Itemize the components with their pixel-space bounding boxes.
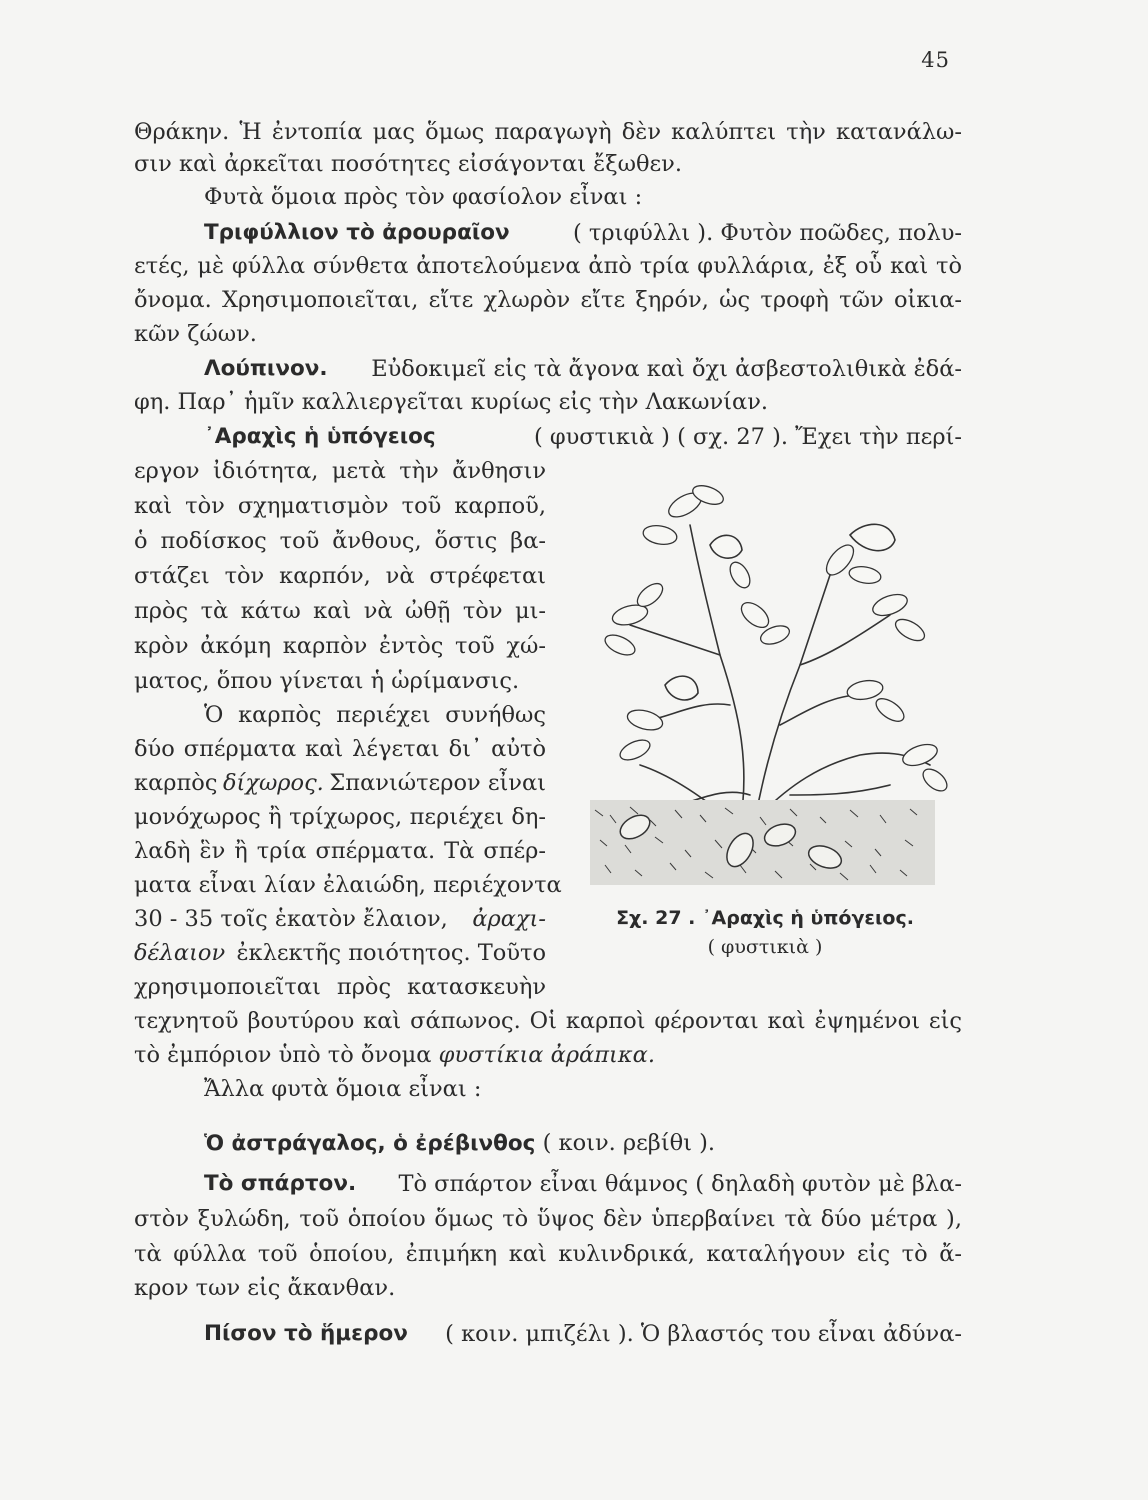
text-line: κρον των εἰς ἄκανθαν. [134, 1275, 396, 1301]
text-span: Σπανιώτερον εἶναι [329, 770, 546, 796]
text-line [134, 1039, 655, 1071]
heading-line [204, 1168, 962, 1200]
text-line: καὶ τὸν σχηματισμὸν τοῦ καρποῦ, [134, 493, 546, 519]
text-line: ὁ ποδίσκος τοῦ ἄνθους, ὅστις βα- [134, 528, 546, 554]
heading-line [204, 421, 962, 453]
text-span: ( φυστικιὰ ) ( σχ. 27 ). Ἔχει τὴν περί- [533, 424, 962, 450]
text-line: ετές, μὲ φύλλα σύνθετα ἀποτελούμενα ἀπὸ τρία φυλλάρια, ἐξ οὗ καὶ τὸ [134, 253, 962, 279]
caption-title-text: Σχ. 27 . ᾿Αραχὶς ἡ ὑπόγειος. [616, 907, 914, 929]
text-line: τὰ φύλλα τοῦ ὁποίου, ἐπιμήκη καὶ κυλινδρικά, καταλήγουν εἰς τὸ ἄ- [134, 1241, 962, 1267]
text-line: πρὸς τὰ κάτω καὶ νὰ ὠθῇ τὸν μι- [134, 598, 546, 624]
term-dichoros: δίχωρος. [222, 770, 324, 796]
text-line: ὄνομα. Χρησιμοποιεῖται, εἴτε χλωρὸν εἴτε ξηρόν, ὡς τροφὴ τῶν οἰκια- [134, 287, 962, 313]
plant-name-pison: Πίσον τὸ ἥμερον [204, 1321, 408, 1346]
term-fystikia-arapika: φυστίκια ἀράπικα. [438, 1042, 655, 1068]
figure-caption-title [575, 907, 955, 929]
term-arachidelaion-end: δέλαιον [134, 940, 226, 966]
text-line: στὸν ξυλώδη, τοῦ ὁποίου ὅμως τὸ ὕψος δὲν ὑπερβαίνει τὰ δύο μέτρα ), [134, 1206, 962, 1232]
text-line: Φυτὰ ὅμοια πρὸς τὸν φασίολον εἶναι : [204, 184, 643, 210]
text-line: δύο σπέρματα καὶ λέγεται δι᾽ αὐτὸ [134, 736, 546, 762]
plant-name-arachis: ᾿Αραχὶς ἡ ὑπόγειος [204, 424, 436, 449]
heading-line [204, 353, 962, 385]
text-span: ( κοιν. μπιζέλι ). Ὁ βλαστός του εἶναι ἀδύνα- [445, 1321, 962, 1347]
term-arachidelaion: ἀραχι- [472, 906, 546, 932]
text-line [134, 767, 546, 799]
page-number: 45 [921, 48, 950, 72]
text-line: κῶν ζώων. [134, 321, 257, 347]
text-line: εργον ἰδιότητα, μετὰ τὴν ἄνθησιν [134, 458, 546, 484]
heading-line [204, 1318, 962, 1350]
text-line: τεχνητοῦ βουτύρου καὶ σάπωνος. Οἱ καρποὶ φέρονται καὶ ἐψημένοι εἰς [134, 1008, 962, 1034]
plant-name-loupinon: Λούπινον. [204, 356, 328, 381]
plant-name-astragalos: Ὁ ἀστράγαλος, ὁ ἐρέβινθος [204, 1131, 536, 1156]
plant-name-trifyllion: Τριφύλλιον τὸ ἀρουραῖον [204, 220, 510, 245]
text-span: τὸ ἐμπόριον ὑπὸ τὸ ὄνομα [134, 1042, 432, 1068]
text-span: ( κοιν. ρεβίθι ). [542, 1130, 716, 1156]
text-line: ματα εἶναι λίαν ἐλαιώδη, περιέχοντα [134, 872, 562, 898]
heading-line [204, 217, 962, 249]
heading-line [204, 1127, 715, 1160]
text-line: λαδὴ ἓν ἢ τρία σπέρματα. Τὰ σπέρ- [134, 838, 546, 864]
figure-caption-subtitle: ( φυστικιὰ ) [707, 936, 823, 958]
text-span: καρπὸς [134, 770, 218, 796]
text-line: χρησιμοποιεῖται πρὸς κατασκευὴν [134, 974, 546, 1000]
text-span: ( τριφύλλι ). Φυτὸν ποῶδες, πολυ- [572, 220, 962, 246]
text-line: μονόχωρος ἢ τρίχωρος, περιέχει δη- [134, 804, 546, 830]
text-line: Ὁ καρπὸς περιέχει συνήθως [204, 702, 546, 728]
text-span: Εὐδοκιμεῖ εἰς τὰ ἄγονα καὶ ὄχι ἀσβεστολιθικὰ ἐδά- [371, 356, 962, 382]
text-line: ματος, ὅπου γίνεται ἡ ὡρίμανσις. [134, 668, 520, 694]
text-span: 30 - 35 τοῖς ἑκατὸν ἔλαιον, [134, 906, 448, 932]
plant-name-spartos: Τὸ σπάρτον. [204, 1171, 357, 1196]
text-line: στάζει τὸν καρπόν, νὰ στρέφεται [134, 563, 546, 589]
text-span: Τὸ σπάρτον εἶναι θάμνος ( δηλαδὴ φυτὸν μὲ βλα- [398, 1171, 962, 1197]
text-line: Ἄλλα φυτὰ ὅμοια εἶναι : [204, 1076, 482, 1102]
text-line: φη. Παρ᾽ ἡμῖν καλλιεργεῖται κυρίως εἰς τὴν Λακωνίαν. [134, 389, 769, 415]
text-line: σιν καὶ ἀρκεῖται ποσότητες εἰσάγονται ἔξωθεν. [134, 151, 683, 177]
text-span: ἐκλεκτῆς ποιότητος. Τοῦτο [236, 940, 546, 966]
peanut-plant-illustration [590, 465, 950, 885]
text-line [134, 937, 546, 969]
text-line [134, 903, 546, 935]
text-line: κρὸν ἀκόμη καρπὸν ἐντὸς τοῦ χώ- [134, 633, 546, 659]
text-line: Θράκην. Ἡ ἐντοπία μας ὅμως παραγωγὴ δὲν καλύπτει τὴν κατανάλω- [134, 119, 962, 145]
